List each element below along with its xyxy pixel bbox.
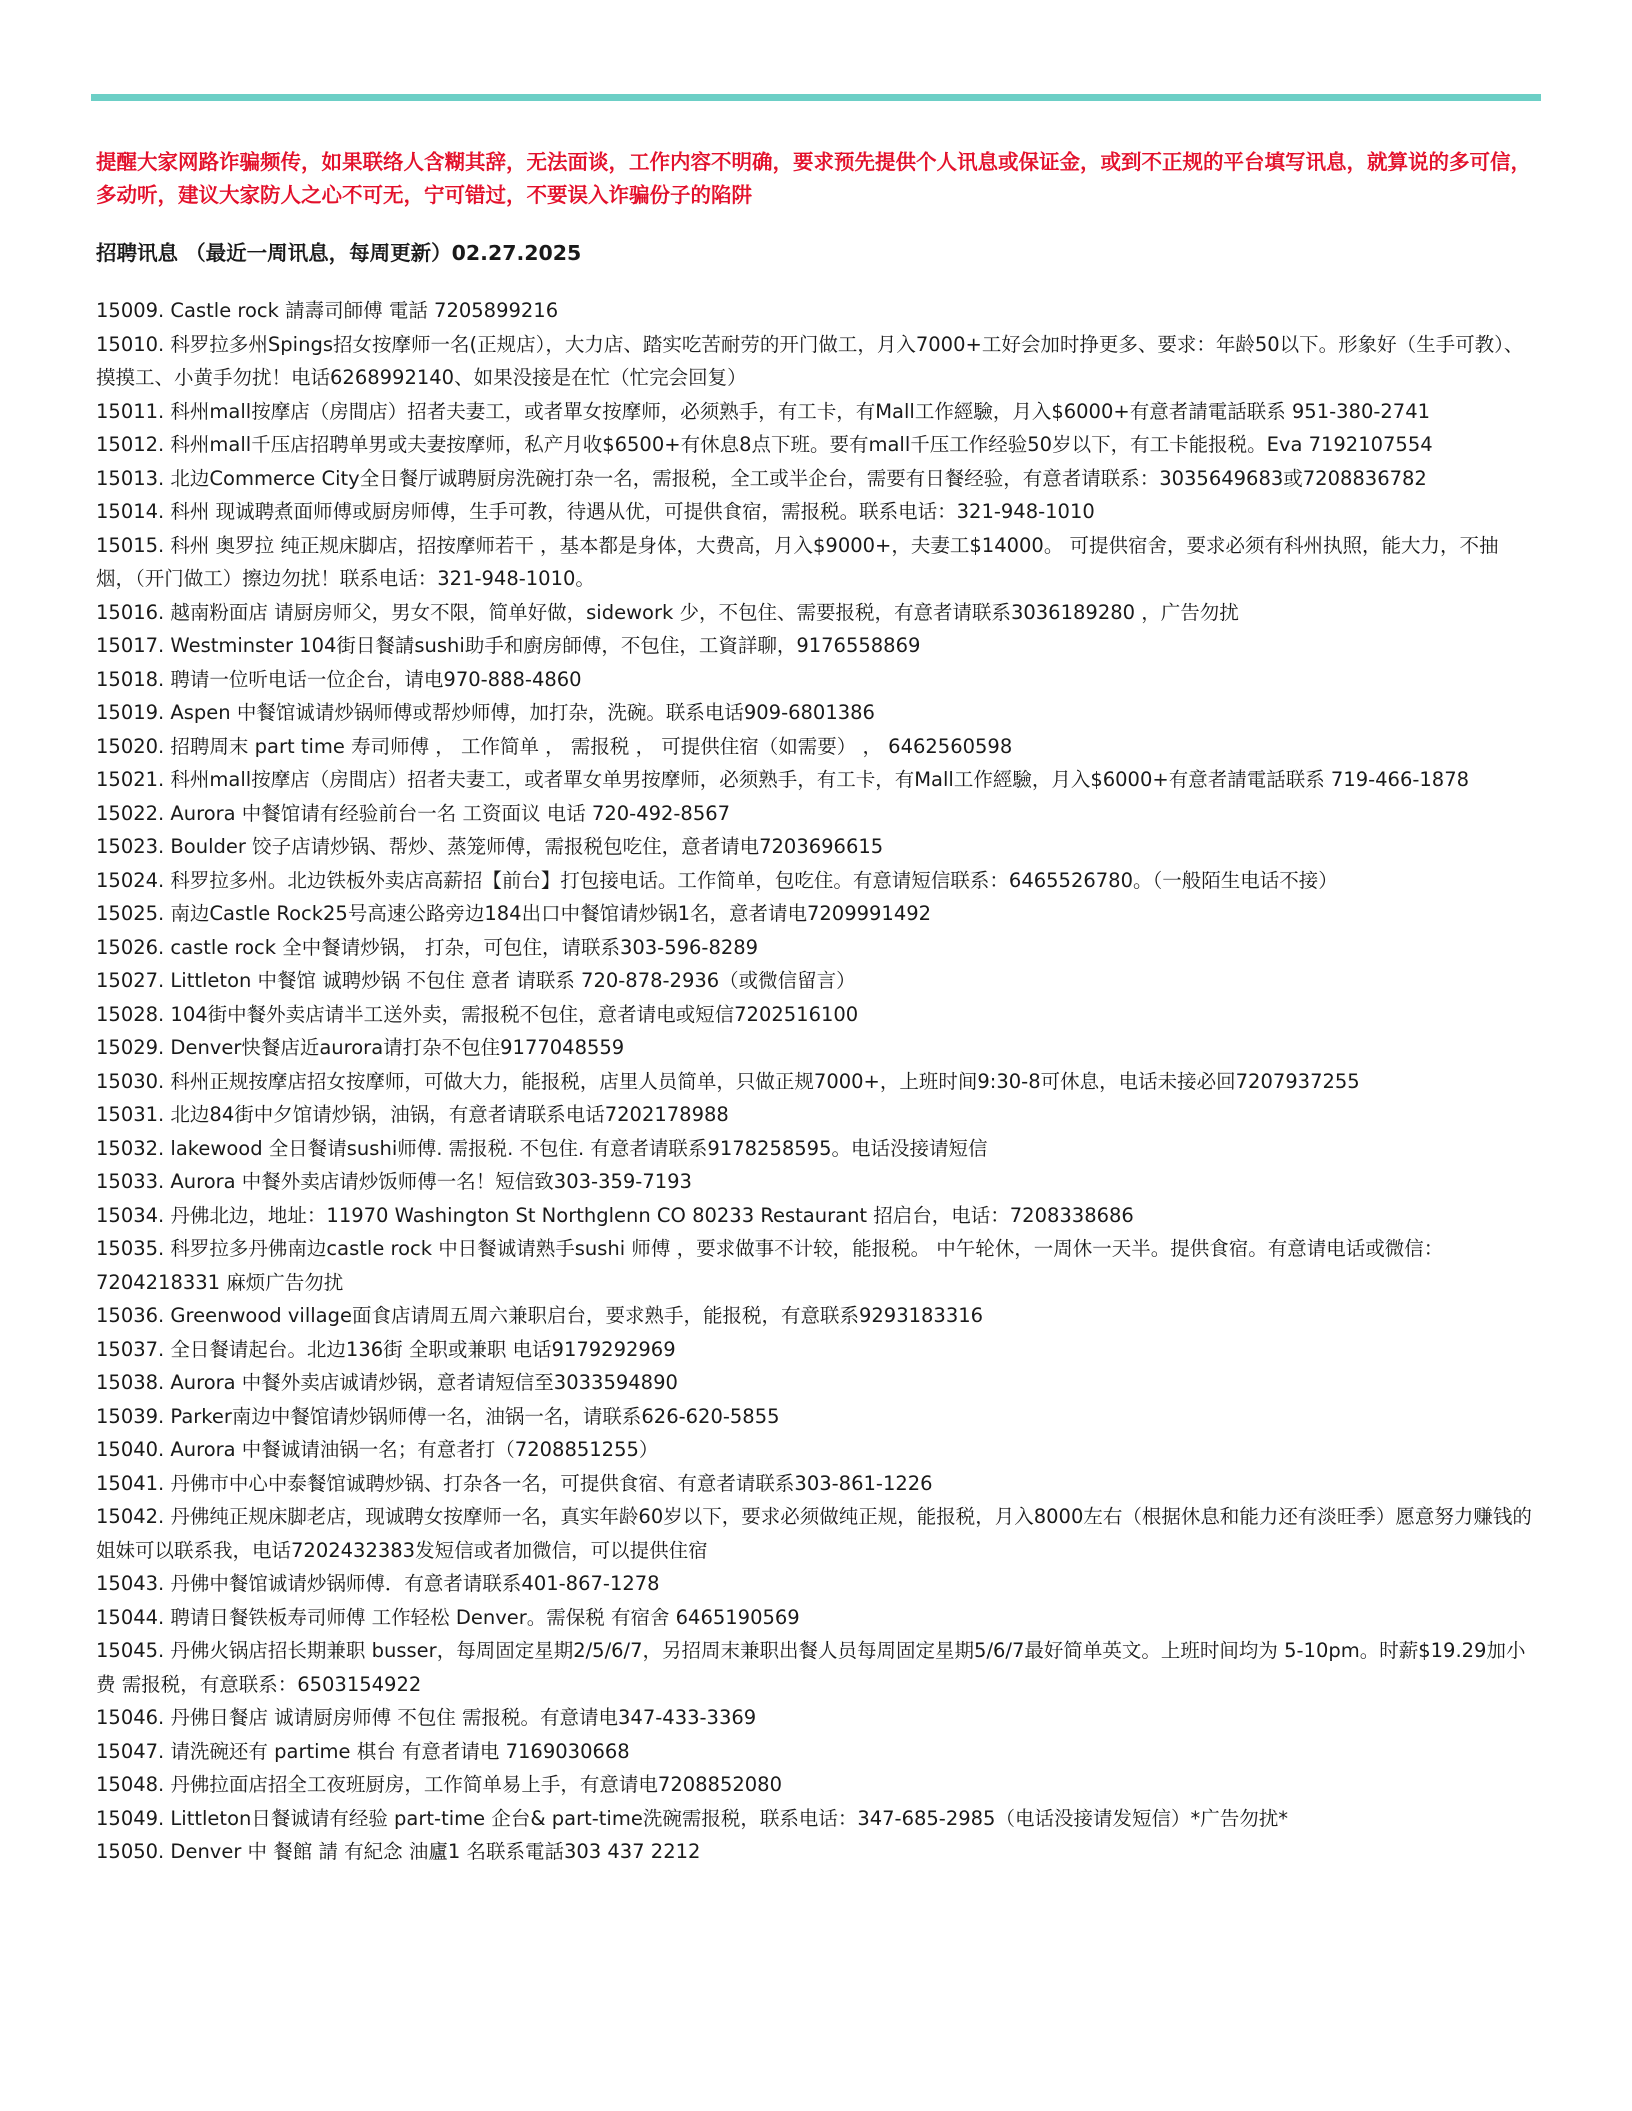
- listing-item: 15029. Denver快餐店近aurora请打杂不包住9177048559: [96, 1036, 625, 1059]
- listing-item: 15019. Aspen 中餐馆诚请炒锅师傅或帮炒师傅，加打杂，洗碗。联系电话909-6801386: [96, 701, 875, 724]
- listing-item: 15049. Littleton日餐诚请有经验 part-time 企台& part-time洗碗需报税，联系电话：347-685-2985（电话没接请发短信）*广告勿扰*: [96, 1806, 1288, 1830]
- listing-item: 15015. 科州 奥罗拉 纯正规床脚店，招按摩师若干 ，基本都是身体，大费高，月入$9000+，夫妻工$14000。 可提供宿舍，要求必须有科州执照，能大力，不抽烟，（开门做工）擦边勿扰！联系电话：321-948-1010。: [96, 533, 1499, 590]
- listing-item: 15011. 科州mall按摩店（房間店）招者夫妻工，或者單女按摩师，必须熟手，有工卡，有Mall工作經驗，月入$6000+有意者請電話联系 951-380-2741: [96, 399, 1431, 423]
- listing-item: 15050. Denver 中 餐館 請 有紀念 油廬1 名联系電話303 437 2212: [96, 1840, 701, 1863]
- listing-item: 15032. lakewood 全日餐请sushi师傅. 需报税. 不包住. 有意者请联系9178258595。电话没接请短信: [96, 1136, 988, 1160]
- listing-item: 15027. Littleton 中餐馆 诚聘炒锅 不包住 意者 请联系 720-878-2936（或微信留言）: [96, 969, 856, 992]
- listing-item: 15042. 丹佛纯正规床脚老店，现诚聘女按摩师一名，真实年龄60岁以下，要求必须做纯正规，能报税，月入8000左右（根据休息和能力还有淡旺季）愿意努力赚钱的姐妹可以联系我，电话7202432383发短信或者加微信，可以提供住宿: [96, 1505, 1532, 1562]
- listing-item: 15037. 全日餐请起台。北边136街 全职或兼职 电话9179292969: [96, 1337, 676, 1361]
- listing-item: 15045. 丹佛火锅店招长期兼职 busser，每周固定星期2/5/6/7，另招周末兼职出餐人员每周固定星期5/6/7最好简单英文。上班时间均为 5-10pm。时薪$19.29加小费 需报税，有意联系：6503154922: [96, 1639, 1526, 1696]
- listing-item: 15048. 丹佛拉面店招全工夜班厨房，工作简单易上手，有意请电7208852080: [96, 1773, 782, 1796]
- listing-item: 15035. 科罗拉多丹佛南边castle rock 中日餐诚请熟手sushi 师傅 ，要求做事不计较，能报税。 中午轮休，一周休一天半。提供食宿。有意请电话或微信：7204218331 麻烦广告勿扰: [96, 1237, 1444, 1294]
- listing-item: 15039. Parker南边中餐馆请炒锅师傅一名，油锅一名，请联系626-620-5855: [96, 1404, 780, 1428]
- listing-item: 15046. 丹佛日餐店 诚请厨房师傅 不包住 需报税。有意请电347-433-3369: [96, 1706, 757, 1729]
- listing-item: 15020. 招聘周末 part time 寿司师傅 ， 工作简单 ， 需报税 ， 可提供住宿（如需要） ， 6462560598: [96, 734, 1013, 758]
- listings-heading: 招聘讯息 （最近一周讯息，每周更新）02.27.2025: [96, 241, 582, 265]
- page-content: [96, 146, 1536, 1863]
- listing-item: 15025. 南边Castle Rock25号高速公路旁边184出口中餐馆请炒锅1名，意者请电7209991492: [96, 902, 932, 925]
- listing-item: 15028. 104街中餐外卖店请半工送外卖，需报税不包住，意者请电或短信7202516100: [96, 1002, 859, 1026]
- listing-item: 15034. 丹佛北边，地址：11970 Washington St Northglenn CO 80233 Restaurant 招启台，电话：7208338686: [96, 1203, 1134, 1227]
- listing-item: 15016. 越南粉面店 请厨房师父，男女不限，简单好做，sidework 少，不包住、需要报税，有意者请联系3036189280 ，广告勿扰: [96, 600, 1239, 624]
- listing-item: 15012. 科州mall千压店招聘单男或夫妻按摩师，私产月收$6500+有休息8点下班。要有mall千压工作经验50岁以下，有工卡能报税。Eva 7192107554: [96, 433, 1433, 456]
- listing-item: 15017. Westminster 104街日餐請sushi助手和廚房師傅，不包住，工資詳聊，9176558869: [96, 634, 921, 657]
- listing-item: 15010. 科罗拉多州Spings招女按摩师一名(正规店），大力店、踏实吃苦耐劳的开门做工，月入7000+工好会加时挣更多、要求：年龄50以下。形象好（生手可教）、摸摸工、小黄手勿扰！电话6268992140、如果没接是在忙（忙完会回复）: [96, 332, 1524, 389]
- listing-item: 15022. Aurora 中餐馆请有经验前台一名 工资面议 电话 720-492-8567: [96, 801, 731, 825]
- listing-item: 15044. 聘请日餐铁板寿司师傅 工作轻松 Denver。需保税 有宿舍 6465190569: [96, 1605, 800, 1629]
- listing-item: 15038. Aurora 中餐外卖店诚请炒锅，意者请短信至3033594890: [96, 1371, 678, 1394]
- listing-item: 15018. 聘请一位听电话一位企台，请电970-888-4860: [96, 667, 582, 691]
- listing-item: 15014. 科州 现诚聘煮面师傅或厨房师傅，生手可教，待遇从优，可提供食宿，需报税。联系电话：321-948-1010: [96, 500, 1095, 523]
- listing-item: 15033. Aurora 中餐外卖店请炒饭师傅一名！短信致303-359-7193: [96, 1170, 692, 1193]
- job-listings: [96, 294, 1536, 1869]
- fraud-warning: 提醒大家网路诈骗频传，如果联络人含糊其辞，无法面谈，工作内容不明确，要求预先提供个人讯息或保证金，或到不正规的平台填写讯息，就算说的多可信，多动听，建议大家防人之心不可无，宁可错过，不要误入诈骗份子的陷阱: [96, 150, 1531, 207]
- listing-item: 15030. 科州正规按摩店招女按摩师，可做大力，能报税，店里人员简单，只做正规7000+，上班时间9:30-8可休息，电话未接必回7207937255: [96, 1069, 1360, 1093]
- listing-item: 15031. 北边84街中夕馆请炒锅，油锅，有意者请联系电话7202178988: [96, 1103, 729, 1126]
- listing-item: 15036. Greenwood village面食店请周五周六兼职启台，要求熟手，能报税，有意联系9293183316: [96, 1304, 984, 1327]
- listing-item: 15024. 科罗拉多州。北边铁板外卖店高薪招【前台】打包接电话。工作简单，包吃住。有意请短信联系：6465526780。（一般陌生电话不接）: [96, 868, 1338, 892]
- listing-item: 15021. 科州mall按摩店（房間店）招者夫妻工，或者單女单男按摩师，必须熟手，有工卡，有Mall工作經驗，月入$6000+有意者請電話联系 719-466-1878: [96, 768, 1470, 791]
- listing-item: 15043. 丹佛中餐馆诚请炒锅师傅．有意者请联系401-867-1278: [96, 1572, 660, 1595]
- listing-item: 15026. castle rock 全中餐请炒锅， 打杂，可包住，请联系303-596-8289: [96, 935, 759, 959]
- listing-item: 15013. 北边Commerce City全日餐厅诚聘厨房洗碗打杂一名，需报税，全工或半企台，需要有日餐经验，有意者请联系：3035649683或7208836782: [96, 466, 1427, 490]
- listing-item: 15041. 丹佛市中心中泰餐馆诚聘炒锅、打杂各一名，可提供食宿、有意者请联系303-861-1226: [96, 1471, 933, 1495]
- top-accent-bar: [91, 94, 1541, 101]
- listing-item: 15040. Aurora 中餐诚请油锅一名；有意者打（7208851255）: [96, 1438, 659, 1461]
- listing-item: 15047. 请洗碗还有 partime 棋台 有意者请电 7169030668: [96, 1739, 630, 1763]
- listing-item: 15023. Boulder 饺子店请炒锅、帮炒、蒸笼师傅，需报税包吃住，意者请电7203696615: [96, 835, 884, 858]
- listing-item: 15009. Castle rock 請壽司師傅 電話 7205899216: [96, 299, 559, 322]
